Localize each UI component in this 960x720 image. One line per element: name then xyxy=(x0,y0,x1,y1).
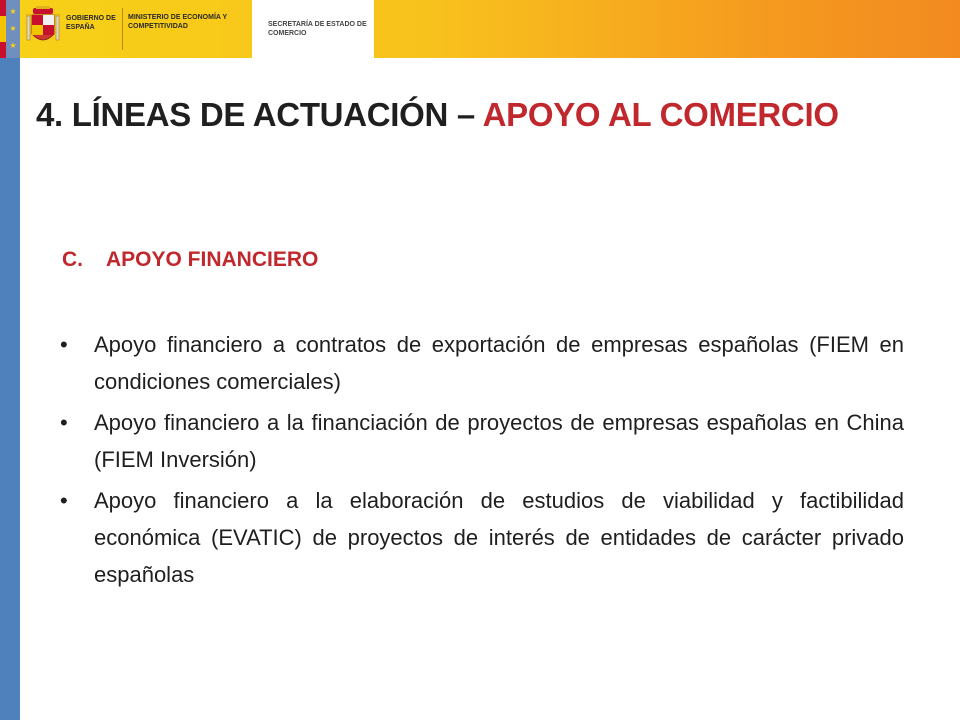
bullet-item xyxy=(56,482,904,593)
left-sidebar-bar xyxy=(0,58,20,720)
section-heading xyxy=(62,248,318,272)
bullet-text: Apoyo financiero a la elaboración de estudios de viabilidad y factibilidad económica (EVATIC) de proyectos de interés de entidades de carácter privado españolas xyxy=(94,488,904,587)
coat-of-arms-logo xyxy=(26,6,60,50)
slide-title xyxy=(36,96,936,134)
secretaria-box xyxy=(252,0,374,58)
slide-title-accent: APOYO AL COMERCIO xyxy=(482,96,839,133)
gobierno-de-espana-label: GOBIERNO DE ESPAÑA xyxy=(66,15,116,31)
bullet-text: Apoyo financiero a contratos de exportación de empresas españolas (FIEM en condiciones comerciales) xyxy=(94,332,904,394)
header-divider xyxy=(122,8,123,50)
header-banner xyxy=(0,0,960,58)
slide-title-main: 4. LÍNEAS DE ACTUACIÓN – xyxy=(36,96,483,133)
bullet-dot-icon: • xyxy=(60,488,68,513)
spain-flag-icon xyxy=(0,0,6,58)
section-label: APOYO FINANCIERO xyxy=(106,248,319,271)
bullet-dot-icon: • xyxy=(60,410,68,435)
section-letter: C. xyxy=(62,248,83,271)
bullet-dot-icon: • xyxy=(60,332,68,357)
ministerio-label: MINISTERIO DE ECONOMÍA Y COMPETITIVIDAD xyxy=(128,14,228,30)
secretaria-label: SECRETARÍA DE ESTADO DE COMERCIO xyxy=(268,21,367,37)
bullet-item xyxy=(56,404,904,478)
bullet-item xyxy=(56,326,904,400)
eu-stars-icon: ★ ★ ★ xyxy=(9,7,17,50)
bullet-list xyxy=(56,326,904,597)
bullet-text: Apoyo financiero a la financiación de proyectos de empresas españolas en China (FIEM Inversión) xyxy=(94,410,904,472)
eu-flag-strip xyxy=(0,0,20,58)
